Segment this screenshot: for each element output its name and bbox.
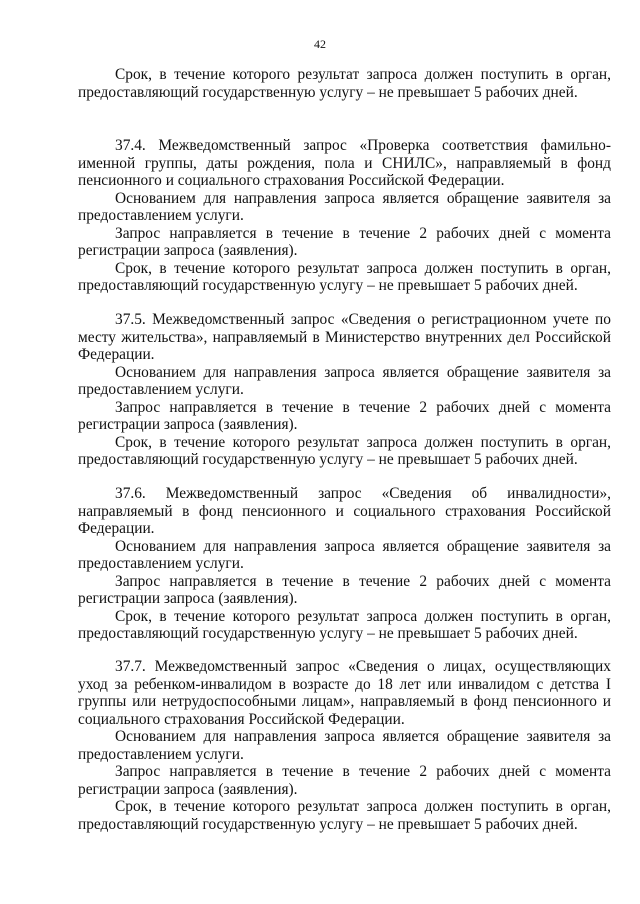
section-37-7 bbox=[78, 658, 611, 833]
section-37-6 bbox=[78, 485, 611, 643]
page-number: 42 bbox=[314, 37, 326, 51]
paragraph: Срок, в течение которого результат запроса должен поступить в орган, предоставляющий государственную услугу – не превышает 5 рабочих дней. bbox=[78, 798, 611, 833]
paragraph: Срок, в течение которого результат запроса должен поступить в орган, предоставляющий государственную услугу – не превышает 5 рабочих дней. bbox=[78, 433, 611, 468]
section-37-5 bbox=[78, 311, 611, 469]
paragraph: Срок, в течение которого результат запроса должен поступить в орган, предоставляющий государственную услугу – не превышает 5 рабочих дней. bbox=[78, 66, 611, 101]
paragraph: Запрос направляется в течение в течение 2 рабочих дней с момента регистрации запроса (заявления). bbox=[78, 224, 611, 259]
paragraph: Запрос направляется в течение в течение 2 рабочих дней с момента регистрации запроса (заявления). bbox=[78, 572, 611, 607]
section-heading: 37.4. Межведомственный запрос «Проверка соответствия фамильно-именной группы, даты рождения, пола и СНИЛС», направляемый в фонд пенсионного и социального страхования Российской Федерации. bbox=[78, 137, 611, 189]
paragraph: Основанием для направления запроса является обращение заявителя за предоставлением услуги. bbox=[78, 537, 611, 572]
section-37-3-tail bbox=[78, 66, 611, 101]
paragraph: Основанием для направления запроса является обращение заявителя за предоставлением услуги. bbox=[78, 728, 611, 763]
paragraph: Срок, в течение которого результат запроса должен поступить в орган, предоставляющий государственную услугу – не превышает 5 рабочих дней. bbox=[78, 259, 611, 294]
section-37-4 bbox=[78, 137, 611, 295]
paragraph: Запрос направляется в течение в течение 2 рабочих дней с момента регистрации запроса (заявления). bbox=[78, 763, 611, 798]
paragraph: Основанием для направления запроса является обращение заявителя за предоставлением услуги. bbox=[78, 189, 611, 224]
section-heading: 37.5. Межведомственный запрос «Сведения о регистрационном учете по месту жительства», направляемый в Министерство внутренних дел Российской Федерации. bbox=[78, 311, 611, 363]
paragraph: Основанием для направления запроса является обращение заявителя за предоставлением услуги. bbox=[78, 363, 611, 398]
section-heading: 37.6. Межведомственный запрос «Сведения об инвалидности», направляемый в фонд пенсионного и социального страхования Российской Федерации. bbox=[78, 485, 611, 537]
section-heading: 37.7. Межведомственный запрос «Сведения о лицах, осуществляющих уход за ребенком-инвалидом в возрасте до 18 лет или инвалидом с детства I группы или нетрудоспособными лицам», направляемый в фонд пенсионного и социального страхования Российской Федерации. bbox=[78, 658, 611, 728]
paragraph: Срок, в течение которого результат запроса должен поступить в орган, предоставляющий государственную услугу – не превышает 5 рабочих дней. bbox=[78, 607, 611, 642]
paragraph: Запрос направляется в течение в течение 2 рабочих дней с момента регистрации запроса (заявления). bbox=[78, 398, 611, 433]
